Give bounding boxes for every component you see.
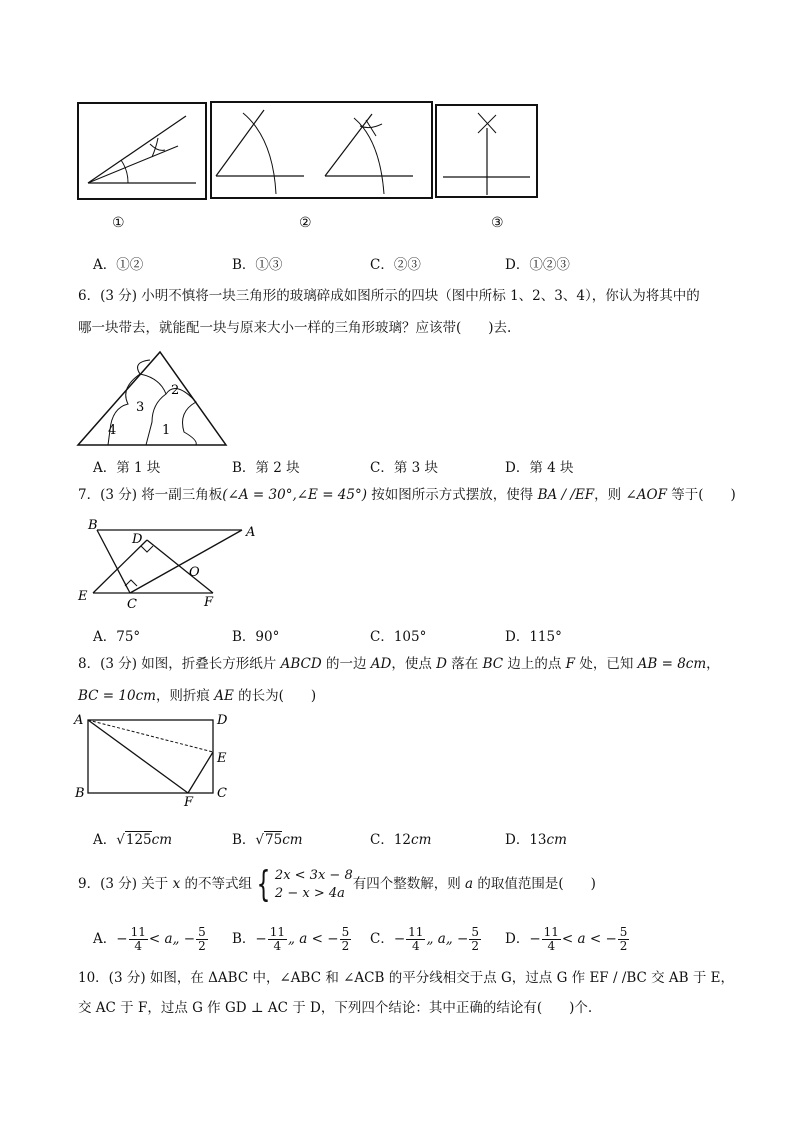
q7-stem: 7．(3 分) 将一副三角板(∠A = 30°,∠E = 45°) 按如图所示方式摆放，使得 BA / /EF，则 ∠AOF 等于( ) (78, 487, 736, 503)
q7-option-a[interactable]: A．75° (93, 629, 141, 645)
point-label-f: F (184, 795, 194, 810)
q9-option-a[interactable]: A．− $\frac{11}{4}$ < a„ − $\frac{5}{2}$ (93, 925, 206, 953)
piece-label-2: 2 (171, 383, 180, 398)
q9-option-b[interactable]: B．− $\frac{11}{4}$ „ a < − $\frac{5}{2}$ (232, 925, 350, 953)
q5-option-a[interactable]: A．①② (93, 257, 144, 273)
q8-stem-line-2: BC = 10cm，则折痕 AE 的长为( ) (78, 688, 317, 704)
figure-3-caption: ③ (491, 215, 504, 231)
point-label-d: D (132, 532, 143, 547)
q6-option-c[interactable]: C．第 3 块 (370, 460, 439, 476)
q5-option-d[interactable]: D．①②③ (505, 257, 570, 273)
figure-2-caption: ② (299, 215, 312, 231)
q10-stem-line-2: 交 AC 于 F，过点 G 作 GD ⊥ AC 于 D，下列四个结论：其中正确的结论有( )个. (78, 1000, 593, 1016)
point-label-b: B (88, 518, 98, 533)
q6-option-a[interactable]: A．第 1 块 (93, 460, 161, 476)
point-label-a: A (246, 525, 256, 540)
q6-option-b[interactable]: B．第 2 块 (232, 460, 300, 476)
q9-option-c[interactable]: C．− $\frac{11}{4}$ „ a„ − $\frac{5}{2}$ (370, 925, 480, 953)
q6-stem-line-2: 哪一块带去，就能配一块与原来大小一样的三角形玻璃？应该带( )去. (78, 320, 512, 336)
point-label-b: B (75, 786, 85, 801)
piece-label-4: 4 (108, 423, 117, 438)
q8-option-c[interactable]: C．12cm (370, 832, 432, 848)
point-label-c: C (217, 786, 227, 801)
q6-option-d[interactable]: D．第 4 块 (505, 460, 574, 476)
q8-stem-line-1: 8．(3 分) 如图，折叠长方形纸片 ABCD 的一边 AD，使点 D 落在 BC 边上的点 F 处，已知 AB = 8cm， (78, 656, 720, 672)
q8-option-d[interactable]: D．13cm (505, 832, 567, 848)
point-label-c: C (127, 597, 137, 612)
point-label-e: E (217, 751, 227, 766)
q5-option-c[interactable]: C．②③ (370, 257, 421, 273)
piece-label-1: 1 (162, 423, 171, 438)
q7-option-c[interactable]: C．105° (370, 629, 427, 645)
q10-stem-line-1: 10．(3 分) 如图，在 ΔABC 中，∠ABC 和 ∠ACB 的平分线相交于点 G，过点 G 作 EF / /BC 交 AB 于 E， (78, 970, 735, 986)
q7-option-b[interactable]: B．90° (232, 629, 280, 645)
figure-1-caption: ① (112, 215, 125, 231)
q8-option-b[interactable]: B．√75cm (232, 832, 303, 848)
q6-stem-line-1: 6．(3 分) 小明不慎将一块三角形的玻璃碎成如图所示的四块（图中所标 1、2、3、4），你认为将其中的 (78, 288, 700, 304)
q9-option-d[interactable]: D．− $\frac{11}{4}$ < a < − $\frac{5}{2}$ (505, 925, 628, 953)
point-label-f: F (204, 595, 214, 610)
point-label-d: D (217, 713, 228, 728)
piece-label-3: 3 (136, 400, 145, 415)
point-label-a: A (74, 713, 84, 728)
q8-option-a[interactable]: A．√125cm (93, 832, 173, 848)
q9-stem: 9．(3 分) 关于 x 的不等式组 { 2x < 3x − 8 2 − x > 4a 有四个整数解，则 a 的取值范围是( ) (78, 863, 596, 905)
q7-option-d[interactable]: D．115° (505, 629, 562, 645)
point-label-o: O (189, 565, 200, 580)
q5-option-b[interactable]: B．①③ (232, 257, 283, 273)
point-label-e: E (78, 589, 88, 604)
